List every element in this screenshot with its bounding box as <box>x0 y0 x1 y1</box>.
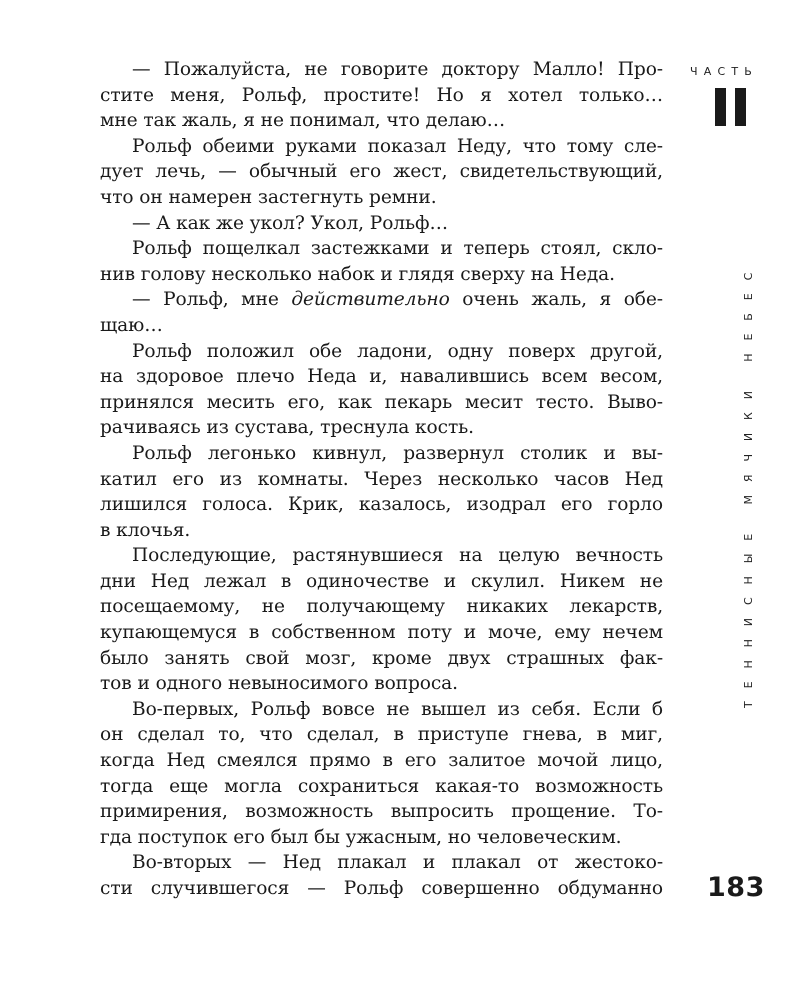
text-line: купающемуся в собственном поту и моче, ему нечем <box>100 622 663 644</box>
text-line: Во-первых, Рольф вовсе не вышел из себя. Если б <box>132 698 663 720</box>
text-line <box>100 287 663 313</box>
text-line: мне так жаль, я не понимал, что делаю… <box>100 110 506 132</box>
part-label: ЧАСТЬ <box>690 65 759 78</box>
text-line: дует лечь, — обычный его жест, свидетельствующий, <box>100 161 663 183</box>
body-text <box>100 57 663 902</box>
text-line: он сделал то, что сделал, в приступе гнева, в миг, <box>100 724 663 746</box>
text-line: рачиваясь из сустава, треснула кость. <box>100 417 474 439</box>
text-line: Последующие, растянувшиеся на целую вечность <box>132 545 663 567</box>
text-line: щаю… <box>100 314 163 336</box>
roman-numeral-stroke <box>715 88 726 126</box>
text-line: Рольф положил обе ладони, одну поверх другой, <box>132 340 663 362</box>
text-run: очень жаль, я обе- <box>449 289 663 311</box>
text-line: Рольф обеими руками показал Неду, что тому сле- <box>132 135 663 157</box>
text-line: нив голову несколько набок и глядя сверху на Неда. <box>100 263 615 285</box>
text-line: Во-вторых — Нед плакал и плакал от жестоко- <box>132 852 663 874</box>
text-line: примирения, возможность выпросить прощение. То- <box>100 801 663 823</box>
roman-numeral-stroke <box>735 88 746 126</box>
text-line: катил его из комнаты. Через несколько часов Нед <box>100 468 663 490</box>
page-number: 183 <box>707 872 765 903</box>
text-line: дни Нед лежал в одиночестве и скулил. Никем не <box>100 570 663 592</box>
text-line: было занять свой мозг, кроме двух страшных фак- <box>100 647 663 669</box>
text-line: Рольф легонько кивнул, развернул столик и вы- <box>132 442 663 464</box>
text-line: что он намерен застегнуть ремни. <box>100 186 437 208</box>
text-line: тов и одного невыносимого вопроса. <box>100 673 458 695</box>
text-line: посещаемому, не получающему никаких лекарств, <box>100 596 663 618</box>
text-line: гда поступок его был бы ужасным, но человеческим. <box>100 826 622 848</box>
text-line: лишился голоса. Крик, казалось, изодрал его горло <box>100 494 663 516</box>
text-line: когда Нед смеялся прямо в его залитое мочой лицо, <box>100 750 663 772</box>
emphasis-text: действительно <box>291 289 450 311</box>
part-number <box>713 88 749 126</box>
text-line: сти случившегося — Рольф совершенно обдуманно <box>100 878 663 899</box>
text-line: — А как же укол? Укол, Рольф… <box>132 212 448 234</box>
text-line: стите меня, Рольф, простите! Но я хотел только… <box>100 84 663 106</box>
text-line: Рольф пощелкал застежками и теперь стоял, скло- <box>132 238 663 260</box>
text-line: принялся месить его, как пекарь месит тесто. Выво- <box>100 391 663 413</box>
text-line: на здоровое плечо Неда и, навалившись всем весом, <box>100 366 663 388</box>
text-line: в клочья. <box>100 519 191 541</box>
text-run: — Рольф, мне <box>132 289 292 311</box>
text-line: тогда еще могла сохраниться какая-то возможность <box>100 775 663 797</box>
text-line: — Пожалуйста, не говорите доктору Малло! Про- <box>132 59 663 80</box>
running-title: ТЕННИСНЫЕ МЯЧИКИ НЕБЕС <box>742 259 755 708</box>
